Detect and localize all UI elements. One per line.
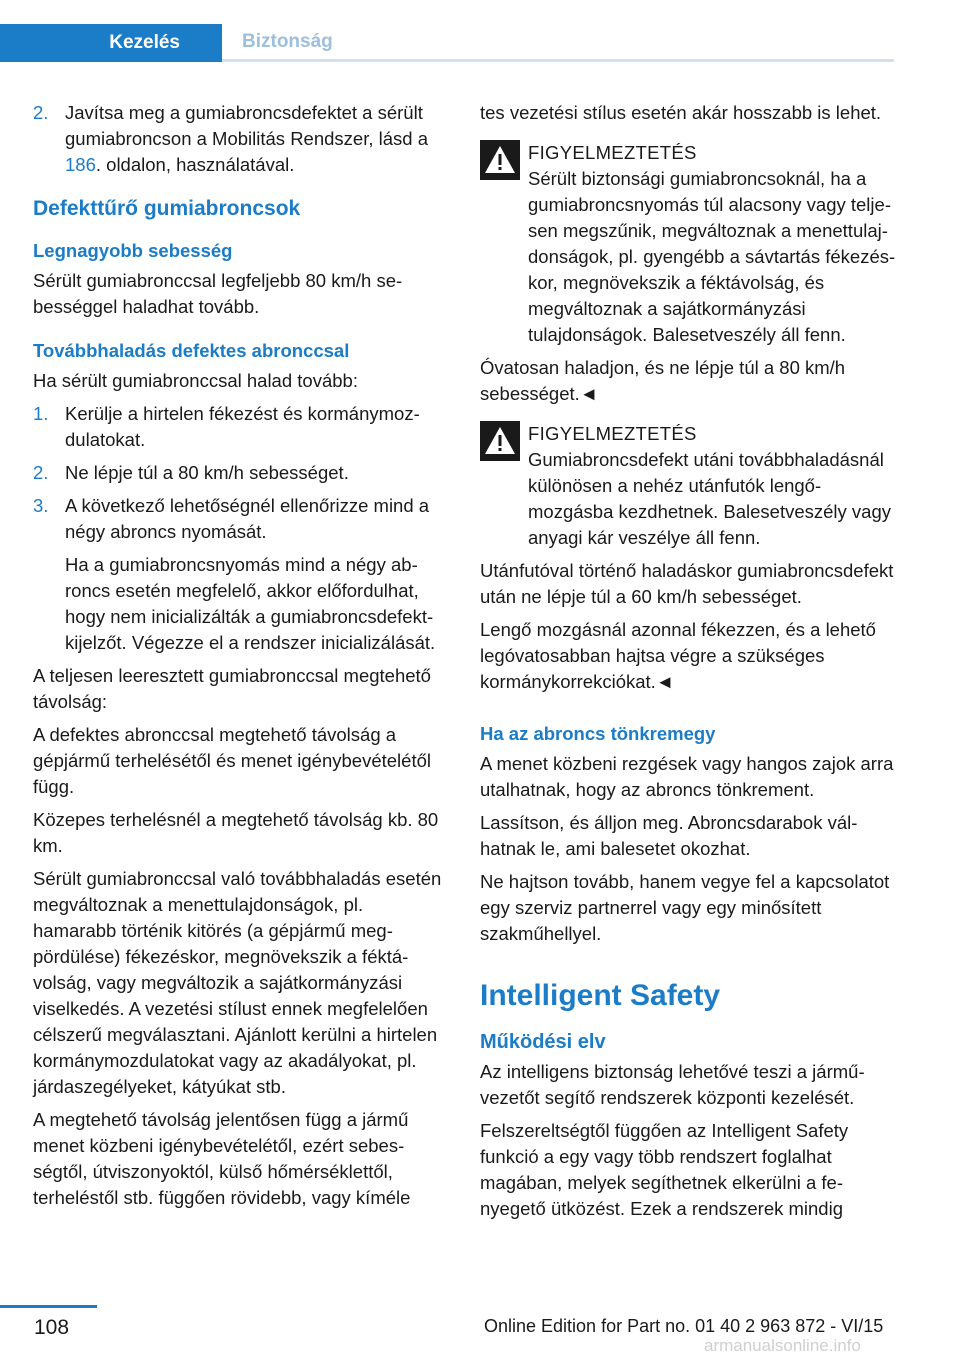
page-number: 108 [34,1316,70,1339]
list-number: 3. [33,495,49,516]
paragraph: Sérült gumiabronccsal való továbbhaladás esetén megváltoznak a menettulajdonságok, pl. hamarabb történik kitörés (a gépjármű megpördülése) fékezéskor, megnövekszik a féktávolság, vagy megváltozik a sajátkormányzási viselkedés. A vezetési stílust ennek megfelelően célszerű megválasztani. Ajánlott kerülni a hirtelen kormánymozdulatokat vagy az akadályokat, pl. járdaszegélyeket, kátyúkat stb. [33,868,442,1097]
subheading-max-speed: Legnagyobb sebesség [33,240,233,261]
list-text: Javítsa meg a gumiabroncsdefektet a sérült gumiabroncson a Mobilitás Rendszer, lásd a 186. oldalon, használatával. [65,102,428,175]
paragraph: Óvatosan haladjon, és ne lépje túl a 80 km/h sebességet.◄ [480,357,846,404]
list-text: A következő lehetőségnél ellenőrizze mind a négy abroncs nyomását. [65,495,430,542]
subheading-continue: Továbbhaladás defektes abronccsal [33,340,350,361]
warning-block-2 [480,421,898,551]
paragraph: A megtehető távolság jelentősen függ a jármű menet közbeni igénybevételétől, ezért sebességtől, útviszonyoktól, külső hőmérséklettől, terheléstől stb. függően rövidebb, vagy kímélе [33,1109,411,1208]
warning-triangle-icon [480,140,520,180]
paragraph: A teljesen leeresztett gumiabronccsal megtehető távolság: [33,665,431,712]
paragraph: Felszereltségtől függően az Intelligent Safety funkció a egy vagy több rendszert foglalhat magában, melyek segíthetnek elkerülni a fenyegető ütközést. Ezek a rendszerek mindig [480,1120,849,1219]
list-text: Ne lépje túl a 80 km/h sebességet. [65,462,349,483]
paragraph: Közepes terhelésnél a megtehető távolság kb. 80 km. [33,809,439,856]
paragraph: Utánfutóval történő haladáskor gumiabroncsdefekt után ne lépje túl a 60 km/h sebességet. [480,560,894,607]
list-number: 2. [33,102,49,123]
warning-title: FIGYELMEZTETÉS [528,423,697,444]
left-column [33,100,448,1218]
paragraph: A menet közbeni rezgések vagy hangos zajok arra utalhatnak, hogy az abroncs tönkrement. [480,753,894,800]
paragraph: Az intelligens biztonság lehetővé teszi a járművezetőt segítő rendszerek központi kezelését. [480,1061,865,1108]
edition-info: Online Edition for Part no. 01 40 2 963 872 - VI/15 [484,1316,884,1336]
warning-text: Gumiabroncsdefekt utáni továbbhaladásnál különösen a nehéz utánfutók lengőmozgásba kezdhetnek. Balesetveszély vagy anyagi kár veszélye áll fenn. [528,449,892,548]
list-number: 1. [33,403,49,424]
warning-text: Sérült biztonsági gumiabroncsoknál, ha a gumiabroncsnyomás túl alacsony vagy teljesen megszűnik, megváltoznak a menettulajdonságok, pl. gyengébb a sávtartás fékezéskor, megnövekszik a féktávolság, és megváltoznak a sajátkormányzási tulajdonságok. Balesetveszély áll fenn. [528,168,896,345]
list-item [33,401,448,453]
subheading-principle: Működési elv [480,1031,606,1053]
paragraph: Lassítson, és álljon meg. Abroncsdarabok válhatnak le, ami balesetet okozhat. [480,812,858,859]
warning-title: FIGYELMEZTETÉS [528,142,697,163]
paragraph: Ne hajtson tovább, hanem vegye fel a kapcsolatot egy szerviz partnerrel vagy egy minősített szakműhellyel. [480,871,890,944]
right-column [480,100,898,1229]
list-sub-paragraph: Ha a gumiabroncsnyomás mind a négy abroncs esetén megfelelő, akkor előfordulhat, hogy nem inicializálták a gumiabroncsdefekt-kijelzőt. Végezze el a rendszer inicializálását. [65,554,436,653]
warning-block-1 [480,140,898,348]
list-number: 2. [33,462,49,483]
footer-accent-line [0,1305,97,1308]
page-link-186[interactable]: 186 [65,154,96,175]
paragraph: A defektes abronccsal megtehető távolság a gépjármű terhelésétől és menet igénybevételétől függ. [33,724,431,797]
header-tabs [0,24,894,62]
watermark: armanualsonline.info [704,1336,861,1355]
paragraph: tes vezetési stílus esetén akár hosszabb is lehet. [480,102,882,123]
list-item [33,100,448,178]
warning-triangle-icon [480,421,520,461]
subheading-tire-failure: Ha az abroncs tönkremegy [480,723,716,744]
tab-kezeles[interactable]: Kezelés [0,24,222,62]
section-heading-runflat: Defekttűrő gumiabroncsok [33,197,301,220]
tab-biztonsag[interactable]: Biztonság [222,24,894,62]
paragraph: Sérült gumiabronccsal legfeljebb 80 km/h sebességgel haladhat tovább. [33,270,403,317]
list-item [33,493,448,545]
paragraph: Lengő mozgásnál azonnal fékezzen, és a lehető legóvatosabban hajtsa végre a szükséges kormánykorrekciókat.◄ [480,619,876,692]
paragraph: Ha sérült gumiabronccsal halad tovább: [33,370,358,391]
section-heading-intelligent-safety: Intelligent Safety [480,979,721,1012]
list-text: Kerülje a hirtelen fékezést és kormánymozdulatokat. [65,403,420,450]
list-item [33,460,448,486]
